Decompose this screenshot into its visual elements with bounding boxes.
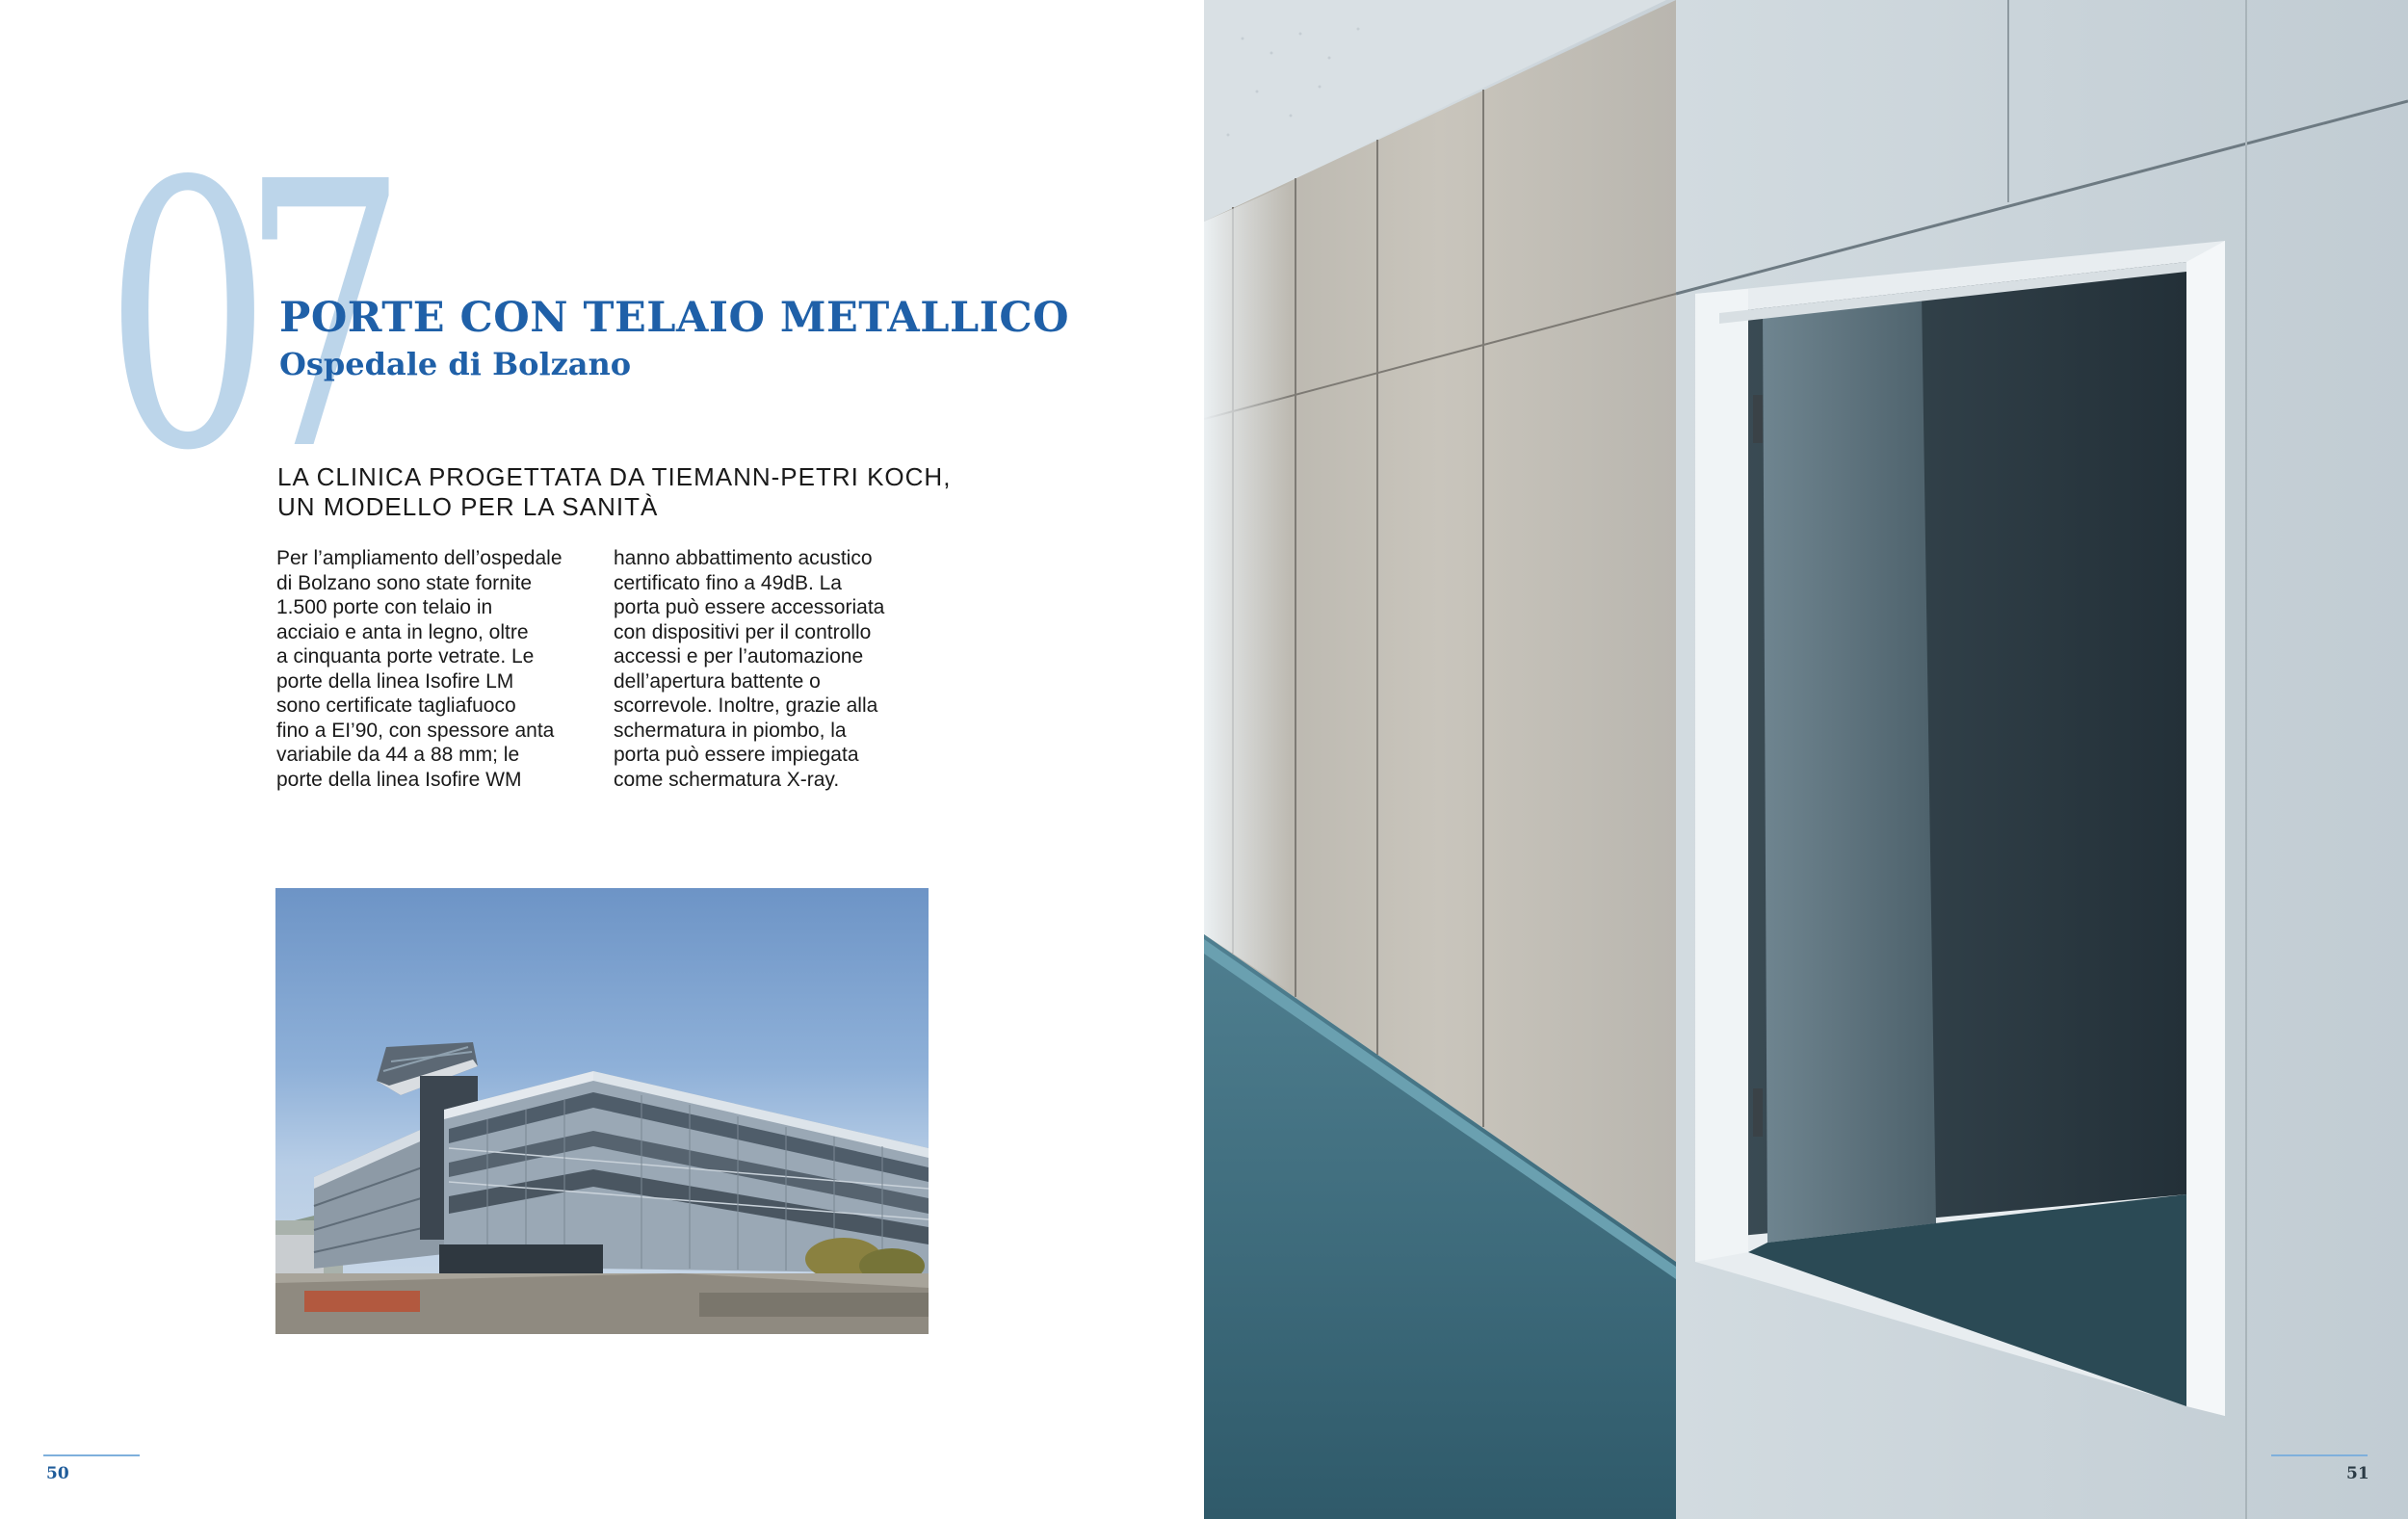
page-number-left: 50 <box>46 1464 69 1483</box>
chapter-number: 07 <box>104 104 377 531</box>
title-block <box>279 294 1069 382</box>
body-column-1: Per l’ampliamento dell’ospedale di Bolzano sono state fornite 1.500 porte con telaio in acciaio e anta in legno, oltre a cinquanta porte vetrate. Le porte della linea Isofire LM sono certificate tagliafuoco fino a EI’90, con spessore anta variabile da 44 a 88 mm; le porte della linea Isofire WM <box>276 547 563 791</box>
right-page <box>1204 0 2408 1519</box>
folio-rule-right <box>2271 1454 2368 1456</box>
page-title: PORTE CON TELAIO METALLICO <box>279 294 1070 342</box>
page-subtitle: Ospedale di Bolzano <box>279 346 632 382</box>
page-number-right: 51 <box>2346 1464 2369 1483</box>
lead-heading: LA CLINICA PROGETTATA DA TIEMANN-PETRI KOCH, UN MODELLO PER LA SANITÀ <box>277 462 952 521</box>
hospital-building-photo <box>275 888 929 1334</box>
folio-rule-left <box>43 1454 140 1456</box>
corridor-door-photo <box>1204 0 2408 1519</box>
body-column-2: hanno abbattimento acustico certificato fino a 49dB. La porta può essere accessoriata con dispositivi per il controllo accessi e per l’automazione dell’apertura battente o scorrevole. Inoltre, grazie alla schermatura in piombo, la porta può essere impiegata come schermatura X-ray. <box>614 547 885 791</box>
